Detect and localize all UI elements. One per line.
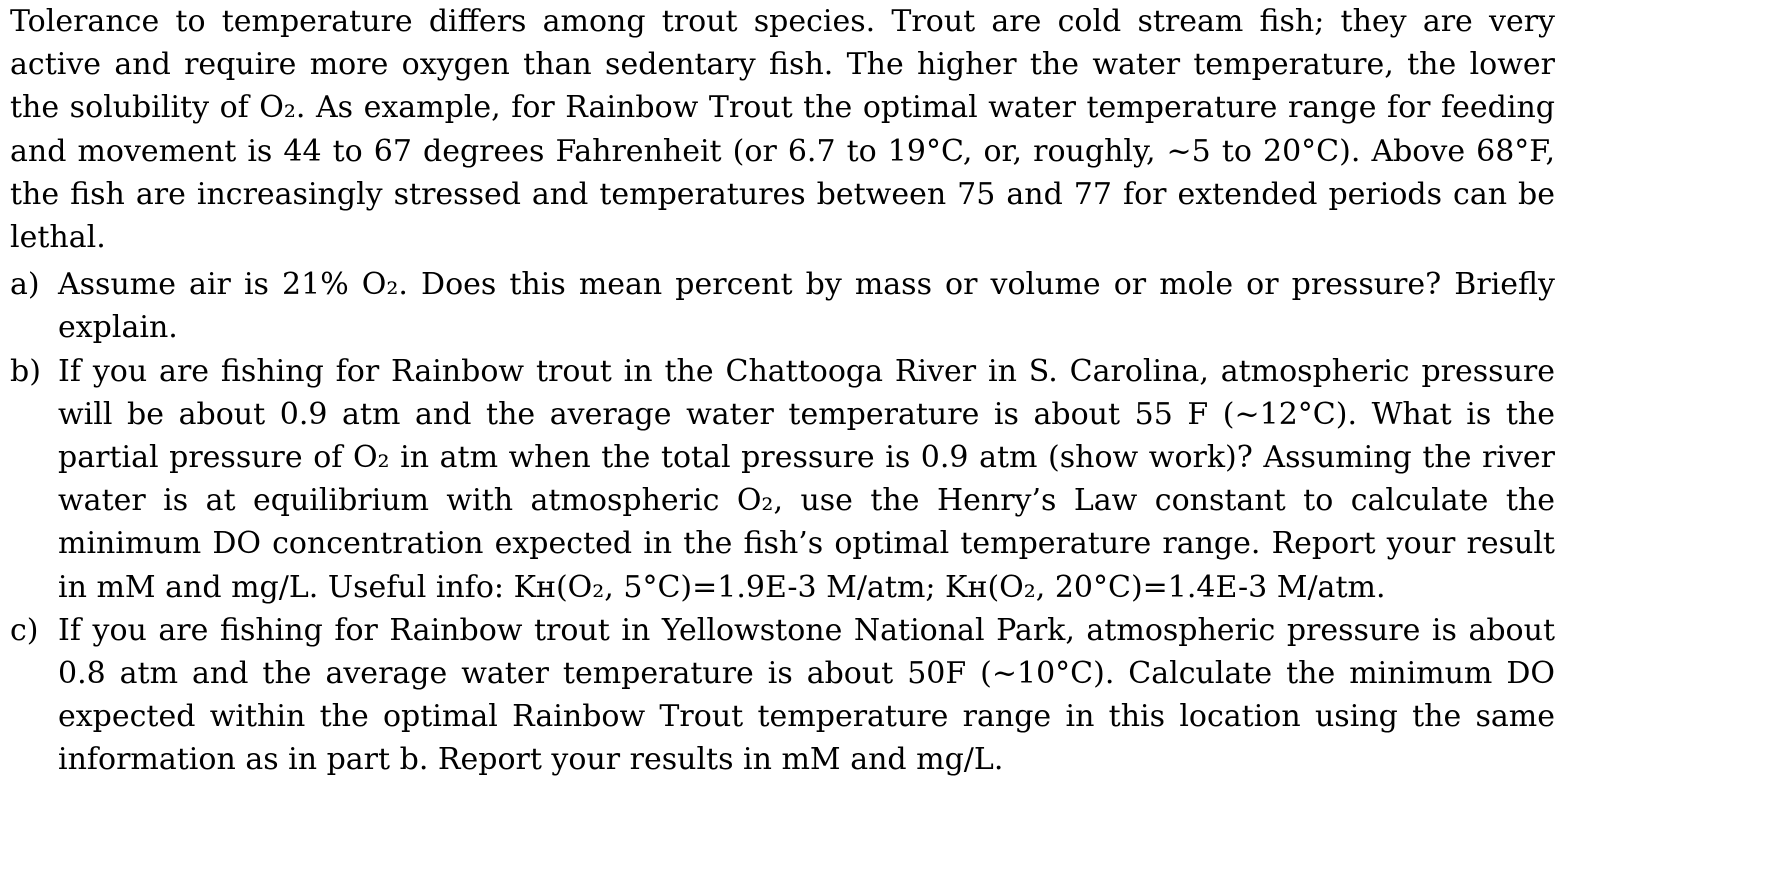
question-label: c) (10, 612, 39, 648)
intro-paragraph: Tolerance to temperature differs among trout species. Trout are cold stream fish; they are very active and require more oxygen than sedentary fish. The higher the water temperature, the lower the solubility of O₂. As example, for Rainbow Trout the optimal water temperature range for feeding and movement is 44 to 67 degrees Fahrenheit (or 6.7 to 19°C, or, roughly, ~5 to 20°C). Above 68°F, the fish are increasingly stressed and temperatures between 75 and 77 for extended periods can be lethal. (10, 4, 1555, 256)
question-list (10, 263, 1555, 781)
question-b (10, 350, 1555, 609)
question-text: Assume air is 21% O₂. Does this mean percent by mass or volume or mole or pressure? Briefly explain. (58, 267, 1555, 346)
question-label: b) (10, 353, 41, 389)
question-a (10, 263, 1555, 349)
question-text: If you are fishing for Rainbow trout in Yellowstone National Park, atmospheric pressure is about 0.8 atm and the average water temperature is about 50F (~10°C). Calculate the minimum DO expected within the optimal Rainbow Trout temperature range in this location using the same information as in part b. Report your results in mM and mg/L. (58, 612, 1555, 778)
question-text: If you are fishing for Rainbow trout in the Chattooga River in S. Carolina, atmospheric pressure will be about 0.9 atm and the average water temperature is about 55 F (~12°C). What is the partial pressure of O₂ in atm when the total pressure is 0.9 atm (show work)? Assuming the river water is at equilibrium with atmospheric O₂, use the Henry’s Law constant to calculate the minimum DO concentration expected in the fish’s optimal temperature range. Report your result in mM and mg/L. Useful info: Kʜ(O₂, 5°C)=1.9E-3 M/atm; Kʜ(O₂, 20°C)=1.4E-3 M/atm. (58, 353, 1555, 605)
question-label: a) (10, 267, 40, 303)
question-c (10, 609, 1555, 782)
document-body (10, 0, 1555, 782)
